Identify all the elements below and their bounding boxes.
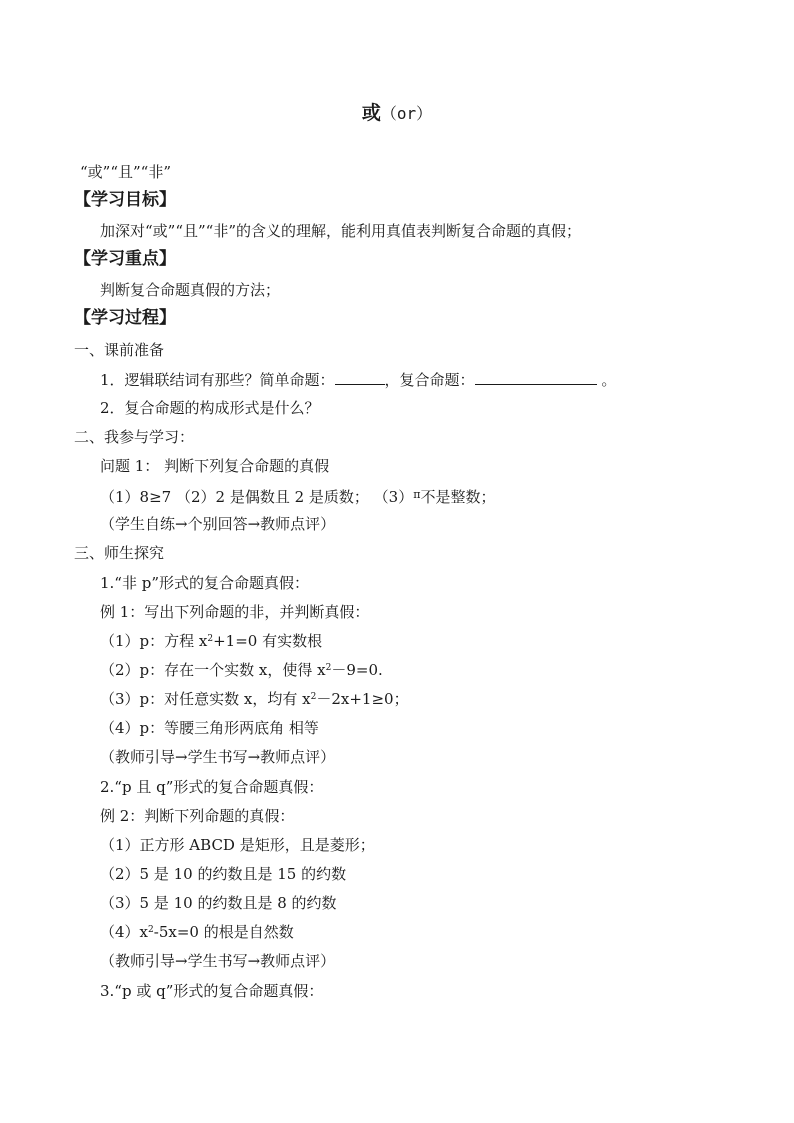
example-1: 例 1：写出下列命题的非，并判断真假： (100, 603, 370, 621)
items-b: 不是整数； (420, 488, 496, 506)
answer-blank-compound[interactable] (475, 369, 597, 385)
problem-1: 问题 1： 判断下列复合命题的真假 (100, 457, 330, 475)
flow-note-3: （教师引导→学生书写→教师点评） (100, 952, 336, 970)
example-2-item-3: （3）5 是 10 的约数且是 8 的约数 (100, 894, 337, 912)
title-main: 或 (361, 102, 381, 124)
q1-mid: ，复合命题： (384, 371, 475, 389)
flow-note-1: （学生自练→个别回答→教师点评） (100, 515, 336, 533)
ex1-2-text-end: －9=0. (331, 661, 383, 679)
items-a: （1）8≥7 （2）2 是偶数且 2 是质数； （3） (100, 488, 414, 506)
section-process-heading: 【学习过程】 (74, 308, 176, 328)
goal-text: 加深对“或”“且”“非”的含义的理解，能利用真值表判断复合命题的真假； (100, 222, 582, 240)
part1-heading: 一、课前准备 (74, 341, 165, 359)
problem-1-items (100, 485, 495, 507)
example-2: 例 2：判断下列命题的真假： (100, 807, 295, 825)
subsection-p-or-q: 3.“p 或 q”形式的复合命题真假： (100, 982, 324, 1000)
part3-heading: 三、师生探究 (74, 544, 165, 562)
ex2-4-text-end: -5x=0 的根是自然数 (153, 923, 294, 941)
answer-blank-simple[interactable] (335, 369, 385, 385)
ex2-4-text: （4）x (100, 923, 149, 941)
q1-prefix: 1．逻辑联结词有那些？简单命题： (100, 371, 335, 389)
example-2-item-1: （1）正方形 ABCD 是矩形，且是菱形； (100, 836, 375, 854)
ex1-3-text-end: －2x+1≥0； (316, 690, 409, 708)
topic-line: “或”“且”“非” (80, 163, 172, 181)
example-1-item-4: （4）p：等腰三角形两底角 相等 (100, 719, 319, 737)
subsection-p-and-q: 2.“p 且 q”形式的复合命题真假： (100, 778, 324, 796)
title-suffix: （or） (380, 104, 433, 123)
example-1-item-3 (100, 689, 409, 709)
key-text: 判断复合命题真假的方法； (100, 281, 281, 299)
part1-question-2: 2．复合命题的构成形式是什么？ (100, 399, 320, 417)
example-2-item-2: （2）5 是 10 的约数且是 15 的约数 (100, 865, 347, 883)
part2-heading: 二、我参与学习： (74, 428, 195, 446)
ex1-1-text: （1）p：方程 x (100, 632, 208, 650)
ex1-1-sup: 2 (207, 634, 214, 644)
ex1-3-text: （3）p：对任意实数 x，均有 x (100, 690, 311, 708)
section-goal-heading: 【学习目标】 (74, 190, 176, 210)
q1-end: 。 (596, 371, 617, 389)
page-title (0, 101, 794, 126)
ex2-4-sup: 2 (148, 925, 154, 935)
example-2-item-4 (100, 922, 294, 942)
pi-symbol: π (413, 488, 421, 501)
ex1-2-text: （2）p：存在一个实数 x，使得 x (100, 661, 326, 679)
flow-note-2: （教师引导→学生书写→教师点评） (100, 748, 336, 766)
section-key-heading: 【学习重点】 (74, 249, 176, 269)
part1-question-1 (100, 369, 616, 390)
example-1-item-1 (100, 631, 322, 651)
ex1-1-text-end: +1=0 有实数根 (213, 632, 323, 650)
subsection-not-p: 1.“非 p”形式的复合命题真假： (100, 574, 310, 592)
ex1-2-sup: 2 (325, 663, 332, 673)
example-1-item-2 (100, 660, 383, 680)
ex1-3-sup: 2 (310, 692, 317, 702)
